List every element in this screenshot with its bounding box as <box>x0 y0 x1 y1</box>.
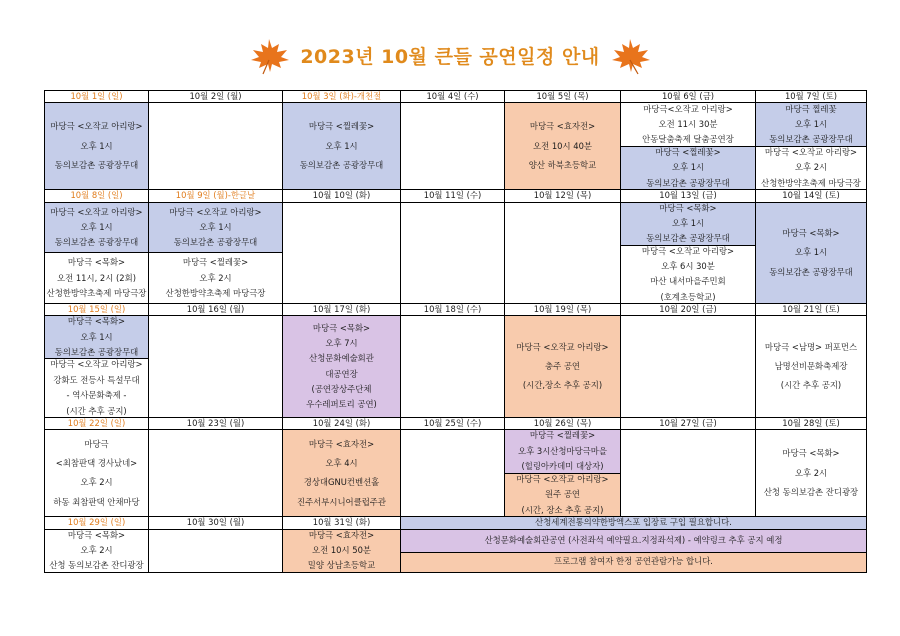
week-3-dates <box>45 304 867 316</box>
event-line: 오후 2시 <box>80 477 113 488</box>
event-line: 안동달춤축제 달춤공연장 <box>642 134 734 145</box>
date-header: 10월 12일 (목) <box>505 190 621 202</box>
schedule-table <box>44 90 867 573</box>
event-line: (호계초등학교) <box>660 291 716 302</box>
notice-reservation: 산청문화예술회관공연 (사전좌석 예약필요.지정좌석제) - 예약링크 추후 공지 예정 <box>401 529 867 552</box>
event-cell <box>756 430 867 517</box>
date-header: 10월 9일 (월)-한글날 <box>149 190 283 202</box>
event-line: 마당극 <남명> 퍼포먼스 <box>764 341 858 352</box>
event-slot <box>621 146 755 190</box>
event-line: 오후 2시 <box>199 272 232 283</box>
empty-cell <box>149 103 283 190</box>
event-line: 산청문화예술회관 <box>309 353 374 364</box>
event-line: 마당극 <목화> <box>782 448 840 459</box>
event-line: 동의보감촌 공광장무대 <box>54 160 139 171</box>
event-line: 동의보감촌 공광장무대 <box>299 160 384 171</box>
week-5-dates <box>45 517 867 529</box>
event-line: 동의보감촌 공광장무대 <box>646 177 730 188</box>
event-line: (시간,장소 추후 공지) <box>522 380 603 391</box>
empty-cell <box>401 202 505 303</box>
event-cell <box>45 430 149 517</box>
event-slot <box>621 203 755 245</box>
event-slot <box>149 203 282 253</box>
event-line: 산청한방약초축제 마당극장 <box>46 287 147 298</box>
event-line: 하동 최참판댁 안채마당 <box>53 496 140 507</box>
week-5-events-a <box>45 529 867 552</box>
empty-cell <box>505 202 621 303</box>
event-line: 오후 1시 <box>794 247 828 258</box>
event-line: 마당극 <오작교 아리랑> <box>764 147 858 158</box>
event-line: 오후 1시 <box>671 218 705 229</box>
date-header: 10월 16일 (월) <box>149 304 283 316</box>
event-line: 오후 6시 30분 <box>661 261 715 272</box>
event-line: (시간 추후 공지) <box>780 380 842 391</box>
event-line: 마당극 <찔레꽃> <box>655 147 721 158</box>
date-header: 10월 23일 (월) <box>149 417 283 429</box>
event-line: 오전 11시, 2시 (2회) <box>57 272 136 283</box>
date-header: 10월 25일 (수) <box>401 417 505 429</box>
event-slot <box>505 473 620 517</box>
date-header: 10월 19일 (목) <box>505 304 621 316</box>
date-header: 10월 8일 (일) <box>45 190 149 202</box>
event-line: 오후 1시 <box>325 140 358 151</box>
event-line: 오후 1시 <box>80 221 113 232</box>
event-line: 마당극 <오작교 아리랑> <box>169 206 262 217</box>
event-line: 마당극 <목화> <box>782 227 840 238</box>
event-line: 동의보감촌 공광장무대 <box>173 237 258 248</box>
event-slot <box>45 316 148 358</box>
event-line: 진주서부시니어클럽주관 <box>297 496 386 507</box>
event-line: (힐링아카데미 대상자) <box>521 461 604 472</box>
date-header: 10월 10일 (화) <box>283 190 401 202</box>
event-line: 오후 2시 <box>794 467 828 478</box>
event-line: 밀양 상남초등학교 <box>307 560 376 571</box>
event-line: 동의보감촌 공광장무대 <box>54 347 139 358</box>
event-line: 산청한방약초축제 마당극장 <box>165 287 266 298</box>
date-header: 10월 7일 (토) <box>756 91 867 103</box>
event-line: <최참판댁 경사났네> <box>55 457 138 468</box>
date-header: 10월 18일 (수) <box>401 304 505 316</box>
event-cell <box>45 529 149 572</box>
event-line: 마당극 <box>84 438 109 449</box>
week-4-dates <box>45 417 867 429</box>
event-line: 마당극 <오작교 아리랑> <box>50 206 143 217</box>
event-line: 동의보감촌 공광장무대 <box>646 233 730 244</box>
event-line: 오후 1시 <box>80 331 113 342</box>
event-line: 마당극 <효자전> <box>308 438 375 449</box>
event-line: 오후 3시산청마당극마을 <box>518 445 607 456</box>
event-line: 마당극 찔레꽃 <box>785 103 837 114</box>
date-header: 10월 11일 (수) <box>401 190 505 202</box>
event-line: (시간 추후 공지) <box>66 405 127 416</box>
notice-expo: 산청세계전통의약한방엑스포 입장료 구입 필요합니다. <box>401 517 867 529</box>
event-slot <box>756 103 866 146</box>
week-2-events <box>45 202 867 303</box>
event-slot <box>149 252 282 303</box>
event-line: 남명선비문화축제장 <box>774 360 848 371</box>
date-header: 10월 28일 (토) <box>756 417 867 429</box>
event-line: 마당극 <오작교 아리랑> <box>50 121 143 132</box>
event-line: 오후 1시 <box>794 118 828 129</box>
week-1-events <box>45 103 867 190</box>
event-cell <box>283 430 401 517</box>
week-4-events <box>45 430 867 517</box>
date-header: 10월 22일 (일) <box>45 417 149 429</box>
date-header: 10월 30일 (월) <box>149 517 283 529</box>
empty-cell <box>621 316 756 417</box>
date-header: 10월 17일 (화) <box>283 304 401 316</box>
date-header: 10월 29일 (일) <box>45 517 149 529</box>
date-header: 10월 20일 (금) <box>621 304 756 316</box>
event-slot <box>621 245 755 303</box>
event-line: 오후 4시 <box>325 457 358 468</box>
event-cell <box>45 316 149 417</box>
event-line: 마당극 <오작교 아리랑> <box>516 473 609 484</box>
event-cell <box>756 316 867 417</box>
event-line: 마산 내서마을주민회 <box>650 276 726 287</box>
event-line: 오전 10시 50분 <box>312 544 371 555</box>
event-line: 마당극 <찔레꽃> <box>529 430 596 441</box>
week-1-dates <box>45 91 867 103</box>
event-slot <box>45 358 148 416</box>
date-header: 10월 1일 (일) <box>45 91 149 103</box>
date-header: 10월 6일 (금) <box>621 91 756 103</box>
event-slot <box>45 203 148 253</box>
date-header: 10월 3일 (화)-개천절 <box>283 91 401 103</box>
event-line: 마당극 <오작교 아리랑> <box>516 341 609 352</box>
event-cell <box>621 202 756 303</box>
date-header: 10월 4일 (수) <box>401 91 505 103</box>
date-header: 10월 5일 (목) <box>505 91 621 103</box>
event-cell <box>505 103 621 190</box>
event-cell <box>505 430 621 517</box>
date-header: 10월 27일 (금) <box>621 417 756 429</box>
date-header: 10월 14일 (토) <box>756 190 867 202</box>
event-line: 마당극 <효자전> <box>529 121 596 132</box>
event-line: 대공연장 <box>325 368 358 379</box>
event-line: 강화도 전등사 특설무대 <box>53 374 140 385</box>
event-line: 동의보감촌 공광장무대 <box>769 134 853 145</box>
date-header: 10월 15일 (일) <box>45 304 149 316</box>
empty-cell <box>149 316 283 417</box>
event-cell <box>756 202 867 303</box>
event-line: 산청한방약초축제 마당극장 <box>761 177 861 188</box>
maple-leaf-icon <box>604 36 656 76</box>
event-cell <box>45 202 149 303</box>
event-slot <box>621 103 755 146</box>
event-cell <box>149 202 283 303</box>
week-2-dates <box>45 190 867 202</box>
week-3-events <box>45 316 867 417</box>
header <box>0 36 900 76</box>
date-header: 10월 31일 (화) <box>283 517 401 529</box>
event-line: 오후 1시 <box>671 162 705 173</box>
event-line: 마당극 <목화> <box>67 316 126 327</box>
event-line: 마당극 <목화> <box>67 257 126 268</box>
event-line: 마당극 <오작교 아리랑> <box>641 245 735 256</box>
event-line: 마당극 <효자전> <box>308 529 375 540</box>
event-cell <box>756 103 867 190</box>
event-line: 산청 동의보감촌 잔디광장 <box>49 560 144 571</box>
event-line: 원주 공연 <box>544 489 581 500</box>
event-line: 마당극 <목화> <box>67 529 126 540</box>
event-line: 마당극 <오작교 아리랑> <box>50 359 143 370</box>
event-line: 오후 2시 <box>80 544 113 555</box>
empty-cell <box>401 316 505 417</box>
date-header: 10월 2일 (월) <box>149 91 283 103</box>
event-line: 오후 7시 <box>325 337 358 348</box>
event-line: 마당극<오작교 아리랑> <box>643 103 733 114</box>
event-line: 오전 11시 30분 <box>658 118 718 129</box>
date-header: 10월 13일 (금) <box>621 190 756 202</box>
empty-cell <box>401 430 505 517</box>
event-line: 마당극 <목화> <box>659 202 717 213</box>
event-line: 산청 동의보감촌 잔디광장 <box>763 486 859 497</box>
event-slot <box>45 252 148 303</box>
event-cell <box>283 529 401 572</box>
event-cell <box>283 316 401 417</box>
event-line: 경상대GNU컨벤션홀 <box>303 477 380 488</box>
event-line: 마당극 <찔레꽃> <box>308 121 375 132</box>
page-title: 2023년 10월 큰들 공연일정 안내 <box>300 46 600 68</box>
event-line: 충주 공연 <box>544 360 581 371</box>
empty-cell <box>283 202 401 303</box>
empty-cell <box>149 430 283 517</box>
event-line: - 역사문화축제 - <box>66 390 127 401</box>
event-line: 동의보감촌 공광장무대 <box>54 237 139 248</box>
event-slot <box>756 146 866 190</box>
date-header: 10월 26일 (목) <box>505 417 621 429</box>
event-line: 마당극 <목화> <box>312 322 371 333</box>
event-line: 양산 하북초등학교 <box>528 160 597 171</box>
event-line: 오후 1시 <box>199 221 232 232</box>
event-line: 우수레퍼토리 공연) <box>306 399 377 410</box>
event-cell <box>45 103 149 190</box>
event-cell <box>621 103 756 190</box>
empty-cell <box>149 529 283 572</box>
event-line: (시간, 장소 추후 공지) <box>521 504 604 515</box>
date-header: 10월 24일 (화) <box>283 417 401 429</box>
empty-cell <box>401 103 505 190</box>
event-cell <box>505 316 621 417</box>
event-line: 동의보감촌 공광장무대 <box>769 266 853 277</box>
date-header: 10월 21일 (토) <box>756 304 867 316</box>
event-line: (공연장상주단체 <box>311 383 372 394</box>
event-cell <box>283 103 401 190</box>
empty-cell <box>621 430 756 517</box>
event-line: 오후 2시 <box>794 162 828 173</box>
event-line: 오전 10시 40분 <box>533 140 592 151</box>
notice-participants: 프로그램 참여자 한정 공연관람가능 합니다. <box>401 552 867 572</box>
event-line: 마당극 <찔레꽃> <box>182 257 249 268</box>
event-slot <box>505 430 620 473</box>
event-line: 오후 1시 <box>80 140 113 151</box>
